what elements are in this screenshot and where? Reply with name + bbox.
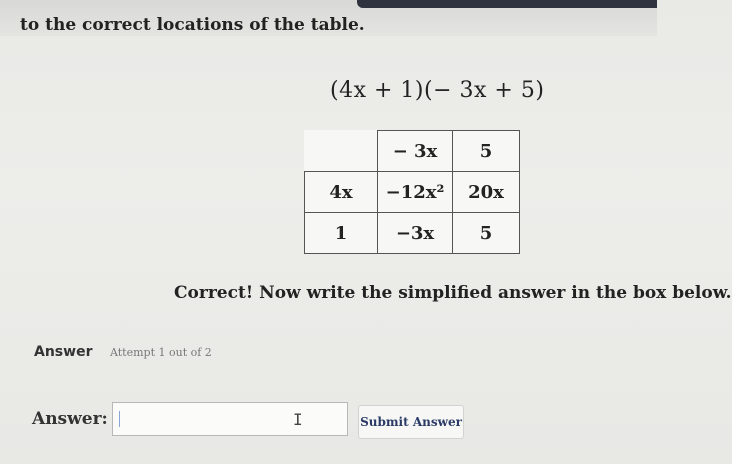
ibeam-cursor-icon: I	[293, 410, 303, 429]
answer-input[interactable]	[112, 402, 348, 436]
table-row	[305, 172, 520, 213]
table-row-header-cell: 4x	[305, 172, 378, 213]
table-cell: −12x²	[378, 172, 453, 213]
submit-answer-button[interactable]: Submit Answer	[358, 405, 464, 439]
instruction-text: to the correct locations of the table.	[20, 15, 365, 35]
product-table	[304, 130, 520, 254]
table-cell: −3x	[378, 213, 453, 254]
table-cell: 20x	[453, 172, 520, 213]
table-corner-cell	[305, 131, 378, 172]
table-row-header-cell: 1	[305, 213, 378, 254]
answer-heading: Answer	[34, 344, 93, 360]
table-header-row	[305, 131, 520, 172]
top-bar-overlay	[357, 0, 657, 8]
attempt-counter: Attempt 1 out of 2	[110, 346, 212, 359]
table-header-cell: − 3x	[378, 131, 453, 172]
table-cell: 5	[453, 213, 520, 254]
table-row	[305, 213, 520, 254]
answer-label: Answer:	[32, 409, 108, 429]
feedback-message: Correct! Now write the simplified answer in the box below.	[174, 283, 732, 303]
expression: (4x + 1)(− 3x + 5)	[330, 78, 545, 103]
table-header-cell: 5	[453, 131, 520, 172]
text-caret	[119, 411, 120, 427]
